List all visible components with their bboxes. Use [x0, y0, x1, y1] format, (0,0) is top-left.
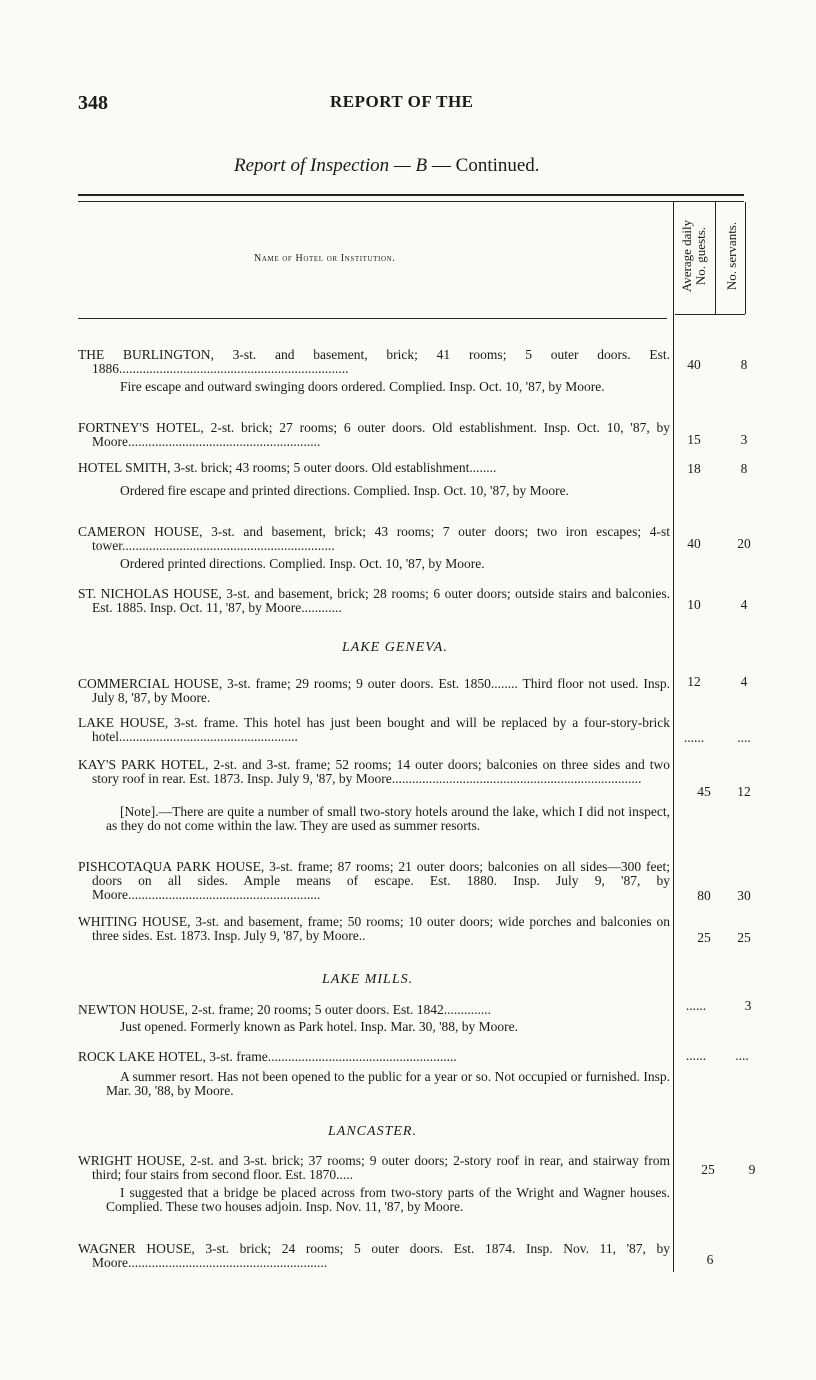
guests-value: ......: [685, 998, 707, 1013]
guests-value: ......: [685, 1048, 707, 1063]
entry-cameron-house: [78, 525, 670, 553]
guests-value: 25: [697, 930, 711, 945]
servants-value: 8: [740, 357, 748, 372]
entry-pishcotaqua-park-house: [78, 860, 670, 902]
servants-value: 12: [737, 784, 751, 799]
guests-value: 40: [687, 536, 701, 551]
entry-text: NEWTON HOUSE, 2-st. frame; 20 rooms; 5 outer doors. Est. 1842..............: [78, 1002, 491, 1017]
entry-st-nicholas: [78, 587, 670, 615]
guests-value: ......: [683, 730, 705, 745]
servants-value: 9: [748, 1162, 756, 1177]
servants-value: 4: [740, 674, 748, 689]
guests-value: 40: [687, 357, 701, 372]
guests-value: 12: [687, 674, 701, 689]
col-divider-1: [673, 202, 674, 1272]
section-heading-lake-mills: LAKE MILLS.: [322, 972, 414, 987]
top-rule-thin: [78, 201, 744, 202]
servants-value: 4: [740, 597, 748, 612]
servants-value: 3: [740, 432, 748, 447]
guests-value: 25: [701, 1162, 715, 1177]
entry-text: HOTEL SMITH, 3-st. brick; 43 rooms; 5 outer doors. Old establishment........: [78, 460, 497, 475]
servants-value: 25: [737, 930, 751, 945]
note-text: Ordered fire escape and printed directions. Complied. Insp. Oct. 10, '87, by Moore.: [120, 483, 569, 498]
header-bottom-rule: [78, 318, 667, 319]
entry-note: [106, 380, 670, 394]
guests-value: 10: [687, 597, 701, 612]
note-text: [Note].—There are quite a number of small two-story hotels around the lake, which I did not inspect, as they do not come within the law. They are used as summer resorts.: [106, 804, 670, 833]
column-header-name: Name of Hotel or Institution.: [254, 253, 396, 264]
entry-rock-lake-hotel: [78, 1050, 670, 1064]
subtitle-italic: Report of Inspection — B: [234, 155, 428, 176]
entry-text: WRIGHT HOUSE, 2-st. and 3-st. brick; 37 rooms; 9 outer doors; 2-story roof in rear, and stairway from third; four stairs from second floor. Est. 1870.....: [78, 1153, 670, 1182]
entry-commercial-house: [78, 677, 670, 705]
servants-header: No. servants.: [724, 221, 739, 291]
top-rule-thick: [78, 194, 744, 196]
guests-value: 80: [697, 888, 711, 903]
entry-lake-house: [78, 716, 670, 744]
page-number: 348: [78, 92, 108, 114]
header-bottom-rule-cols: [675, 314, 745, 315]
note-text: I suggested that a bridge be placed across from two-story parts of the Wright and Wagner houses. Complied. These two houses adjoin. Insp. Nov. 11, '87, by Moore.: [106, 1185, 670, 1214]
entry-fortneys: [78, 421, 670, 449]
note-text: Fire escape and outward swinging doors ordered. Complied. Insp. Oct. 10, '87, by Moore.: [120, 379, 605, 394]
column-header-servants: [725, 206, 739, 306]
guests-value: 45: [697, 784, 711, 799]
guests-header-line1: Average daily: [679, 219, 694, 293]
entry-text: THE BURLINGTON, 3-st. and basement, brick; 41 rooms; 5 outer doors. Est. 1886....................................................................: [78, 347, 670, 376]
entry-hotel-smith: [78, 461, 670, 475]
servants-value: ....: [735, 1048, 749, 1063]
entry-kays-park-hotel: [78, 758, 670, 786]
entry-wagner-house: [78, 1242, 670, 1270]
servants-value: 30: [737, 888, 751, 903]
subtitle-plain: — Continued.: [427, 155, 540, 176]
entry-text: FORTNEY'S HOTEL, 2-st. brick; 27 rooms; 6 outer doors. Old establishment. Insp. Oct. 10, '87, by Moore.........................................................: [78, 420, 670, 449]
note-text: Ordered printed directions. Complied. Insp. Oct. 10, '87, by Moore.: [120, 556, 485, 571]
entry-text: LAKE HOUSE, 3-st. frame. This hotel has just been bought and will be replaced by a four-story-brick hotel.....................................................: [78, 715, 670, 744]
note-text: Just opened. Formerly known as Park hotel. Insp. Mar. 30, '88, by Moore.: [120, 1019, 519, 1034]
servants-value: 3: [744, 998, 752, 1013]
entry-text: WAGNER HOUSE, 3-st. brick; 24 rooms; 5 outer doors. Est. 1874. Insp. Nov. 11, '87, by Moore...........................................................: [78, 1241, 670, 1270]
note-text: A summer resort. Has not been opened to the public for a year or so. Not occupied or furnished. Insp. Mar. 30, '88, by Moore.: [106, 1069, 670, 1098]
entry-text: COMMERCIAL HOUSE, 3-st. frame; 29 rooms; 9 outer doors. Est. 1850........ Third floor not used. Insp. July 8, '87, by Moore.: [78, 676, 670, 705]
entry-note: [106, 1070, 670, 1098]
entry-text: PISHCOTAQUA PARK HOUSE, 3-st. frame; 87 rooms; 21 outer doors; balconies on all sides—300 feet; doors on all sides. Ample means of escape. Est. 1880. Insp. July 9, '87, by Moore.........................................................: [78, 859, 670, 902]
entry-note: [106, 484, 670, 498]
entry-note-lake-hotels: [106, 805, 670, 833]
entry-text: WHITING HOUSE, 3-st. and basement, frame; 50 rooms; 10 outer doors; wide porches and balconies on three sides. Est. 1873. Insp. July 9, '87, by Moore..: [78, 914, 670, 943]
entry-wright-house: [78, 1154, 670, 1182]
page-subtitle: [234, 155, 540, 177]
section-heading-lancaster: LANCASTER.: [328, 1124, 417, 1139]
servants-value: ....: [737, 730, 751, 745]
guests-value: 6: [706, 1252, 714, 1267]
servants-value: 20: [737, 536, 751, 551]
entry-newton-house: [78, 1003, 670, 1017]
entry-text: ROCK LAKE HOTEL, 3-st. frame........................................................: [78, 1049, 457, 1064]
column-header-guests: [680, 206, 708, 306]
entry-whiting-house: [78, 915, 670, 943]
col-divider-3: [745, 202, 746, 314]
col-divider-2: [715, 202, 716, 314]
servants-value: 8: [740, 461, 748, 476]
entry-note: [106, 1186, 670, 1214]
guests-value: 15: [687, 432, 701, 447]
guests-header-line2: No. guests.: [693, 226, 708, 286]
entry-text: ST. NICHOLAS HOUSE, 3-st. and basement, brick; 28 rooms; 6 outer doors; outside stairs and balconies. Est. 1885. Insp. Oct. 11, '87, by Moore............: [78, 586, 670, 615]
guests-value: 18: [687, 461, 701, 476]
entry-note: [106, 1020, 670, 1034]
running-title: REPORT OF THE: [330, 92, 474, 111]
entry-text: KAY'S PARK HOTEL, 2-st. and 3-st. frame; 52 rooms; 14 outer doors; balconies on three sides and two story roof in rear. Est. 1873. Insp. July 9, '87, by Moore..........................................................................: [78, 757, 670, 786]
entry-note: [106, 557, 670, 571]
entry-text: CAMERON HOUSE, 3-st. and basement, brick; 43 rooms; 7 outer doors; two iron escapes; 4-st tower...............................................................: [78, 524, 670, 553]
section-heading-lake-geneva: LAKE GENEVA.: [342, 640, 448, 655]
entry-burlington: [78, 348, 670, 376]
